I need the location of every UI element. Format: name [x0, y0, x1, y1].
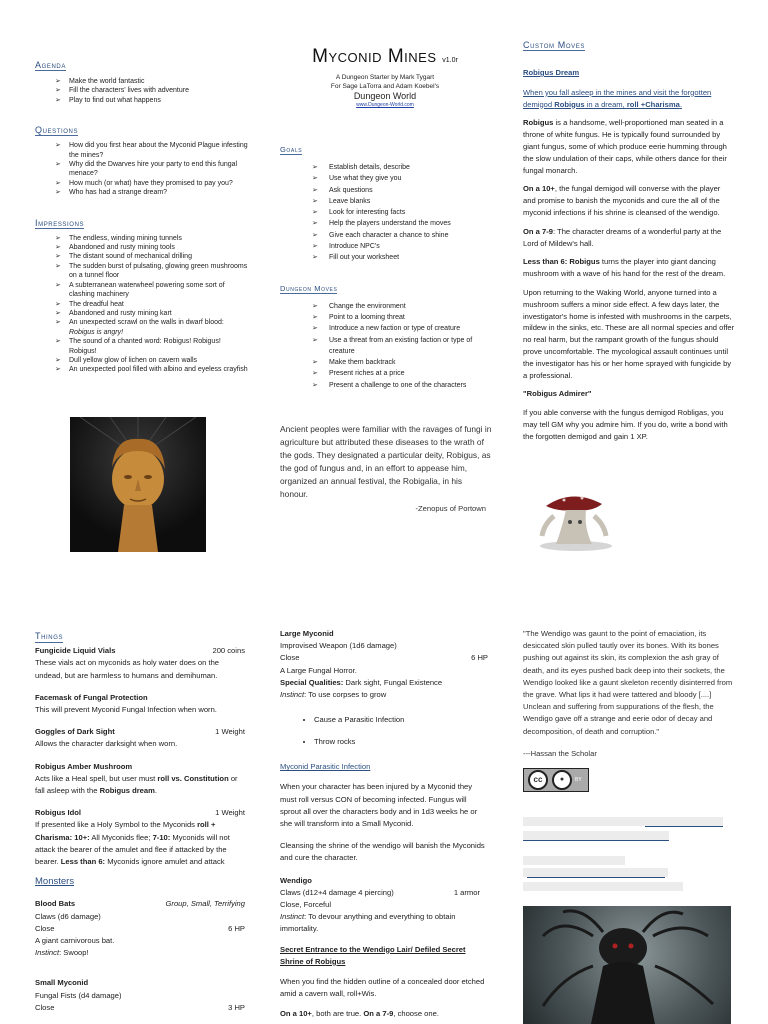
blood-note: Robigus is angry!: [69, 328, 124, 336]
dungeon-move-item: ➢ Introduce a new faction or type of creature: [312, 323, 492, 334]
agenda-item: ➢ Fill the characters' lives with adventure: [55, 86, 250, 95]
agenda-list: [35, 77, 250, 105]
goal-item: ➢ Establish details, describe: [312, 162, 492, 173]
faded-text-line: [523, 868, 668, 877]
monster-description: A giant carnivorous bat.: [35, 936, 115, 946]
middle-column-top: [280, 139, 492, 513]
middle-column-bottom: [280, 628, 488, 1021]
thing-description: These vials act on myconids as holy water does on the undead, but are harmless to humans and demihuman.: [35, 658, 220, 680]
faded-link[interactable]: [527, 877, 665, 878]
goal-item: ➢ Use what they give you: [312, 173, 492, 184]
robigus-bust-image: [70, 417, 206, 552]
dungeon-moves-list: [280, 301, 492, 391]
monster-special: Special Qualities: Dark sight, Fungal Existence: [280, 677, 443, 687]
byline-2: For Sage LaTorra and Adam Koebel's: [330, 82, 440, 90]
monster-instinct: Instinct: To devour anything and everything to obtain immortality.: [280, 912, 456, 934]
monster-small-myconid: Small Myconid: [35, 978, 89, 988]
secret-entrance-title: Secret Entrance to the Wendigo Lair/ Defiled Secret Shrine of Robigus: [280, 944, 466, 966]
monsters-heading: Monsters: [35, 876, 75, 888]
impression-item: ➢ A subterranean waterwheel powering some sort of clashing machinery: [55, 281, 250, 300]
monster-moves: [280, 709, 488, 753]
impression-item: ➢ Abandoned and rusty mining kart: [55, 309, 250, 318]
cc-icon: cc: [528, 770, 548, 790]
dungeon-move-item: ➢ Present a challenge to one of the characters: [312, 380, 492, 391]
faded-text-line: [523, 856, 625, 865]
attribution-icon: ●: [552, 770, 572, 790]
dungeon-moves-heading: Dungeon Moves: [280, 283, 338, 293]
impression-item: ➢ The distant sound of mechanical drilling: [55, 252, 250, 261]
question-item: ➢ How much (or what) have they promised to pay you?: [55, 179, 250, 188]
left-column-top: [35, 55, 250, 375]
monster-wendigo: Wendigo: [280, 875, 312, 885]
faded-link[interactable]: [645, 826, 723, 827]
cc-license-badge[interactable]: [523, 768, 589, 792]
impression-item: ➢ Abandoned and rusty mining tools: [55, 243, 250, 252]
goal-item: ➢ Introduce NPC's: [312, 241, 492, 252]
monster-range-hp: Close 6 HP: [35, 923, 245, 933]
infection-cleanse: Cleansing the shrine of the wendigo will banish the Myconids and cure the character.: [280, 841, 485, 863]
goal-item: ➢ Ask questions: [312, 185, 492, 196]
goal-item: ➢ Give each character a chance to shine: [312, 230, 492, 241]
thing-item: Robigus Amber Mushroom: [35, 761, 133, 771]
dungeon-move-item: ➢ Use a threat from an existing faction or type of creature: [312, 335, 492, 358]
agenda-heading: Agenda: [35, 60, 66, 70]
impressions-list: [35, 234, 250, 375]
dream-trigger: When you fall asleep in the mines and visit the forgotten demigod Robigus in a dream, roll +Charisma.: [523, 87, 712, 109]
dream-move-title: Robigus Dream: [523, 68, 580, 77]
right-column-top: [523, 35, 735, 443]
goal-item: ➢ Fill out your worksheet: [312, 252, 492, 263]
secret-entrance-text: When you find the hidden outline of a concealed door etched amid a cavern wall, roll+Wis.: [280, 977, 485, 999]
dungeon-move-item: ➢ Present riches at a price: [312, 368, 492, 379]
goal-item: ➢ Help the players understand the moves: [312, 218, 492, 229]
website-link[interactable]: www.Dungeon-World.com: [356, 102, 414, 108]
impression-item: ➢ An unexpected scrawl on the walls in dwarf blood: Robigus is angry!: [55, 318, 250, 337]
question-item: ➢ How did you first hear about the Myconid Plague infesting the mines?: [55, 141, 250, 160]
goal-item: ➢ Leave blanks: [312, 196, 492, 207]
infection-text: When your character has been injured by a Myconid they must roll versus CON of becoming infected. Fungus will sprout all over the characters body and in 1d3 weeks he or she will transform into a Small Myconid.: [280, 782, 478, 829]
admirer-text: If you able converse with the fungus demigod Robligas, you may tell GM why you admire him. If you do, write a bond with the forgotten demigod and gain 1 XP.: [523, 408, 728, 441]
thing-item: Fungicide Liquid Vials 200 coins: [35, 646, 245, 656]
impression-item: ➢ An unexpected pool filled with albino and eyeless crayfish: [55, 365, 250, 374]
monster-range: Close, Forceful: [280, 900, 332, 910]
goal-item: ➢ Look for interesting facts: [312, 207, 492, 218]
goals-list: [280, 162, 492, 264]
quote-author: -Zenopus of Portown: [415, 504, 486, 514]
monster-instinct: Instinct: To use corpses to grow: [280, 690, 387, 700]
monster-blood-bats: Blood Bats Group, Small, Terrifying: [35, 899, 245, 909]
monster-range-hp: Close 3 HP: [35, 1002, 245, 1012]
impression-item: ➢ The endless, winding mining tunnels: [55, 234, 250, 243]
right-column-bottom: [523, 628, 735, 792]
admirer-title: "Robigus Admirer": [523, 389, 592, 399]
thing-description: If presented like a Holy Symbol to the Myconids roll + Charisma: 10+: All Myconids flee; 7-10: Myconids will not attack the bearer of the amulet and flee if attacked by the bearer. Less than 6: Myconids ignore amulet and attack: [35, 820, 230, 867]
goals-heading: Goals: [280, 145, 303, 154]
dungeon-world-label: Dungeon World: [353, 91, 417, 101]
monster-attack: Fungal Fists (d4 damage): [35, 990, 122, 1000]
ancient-peoples-quote: Ancient peoples were familiar with the ravages of fungi in agriculture but attributed these diseases to the wrath of the gods. They designated a particular deity, Robigus, as the god of fungus and, in an effort to appease him, organized an annual festival, the Robigalia, in his honour.: [280, 424, 492, 500]
faded-text-line: [523, 882, 683, 891]
thing-description: Acts like a Heal spell, but user must roll vs. Constitution or fall asleep with the Robigus dream.: [35, 773, 238, 796]
version-label: v1.0r: [442, 57, 458, 64]
monster-range-hp: Close 6 HP: [280, 653, 488, 663]
impression-item: ➢ The dreadful heat: [55, 300, 250, 309]
wendigo-quote-author: ---Hassan the Scholar: [523, 748, 597, 758]
title-block: [280, 46, 490, 108]
monster-attack: Claws (d12+4 damage 4 piercing) 1 armor: [280, 887, 480, 897]
monster-large-myconid: Large Myconid: [280, 629, 334, 638]
mushroom-figure-image: [532, 488, 614, 552]
page-title: Myconid Mines v1.0r: [312, 46, 458, 67]
questions-heading: Questions: [35, 125, 79, 136]
robigus-description: Robigus is a handsome, well-proportioned man seated in a throne of white fungus. He is typically found surrounded by giant fungus, some of which produce eerie humming through the slow undulation of their caps, while others dance for their fungal monarch.: [523, 118, 727, 175]
monster-attack: Improvised Weapon (1d6 damage): [280, 641, 397, 651]
dungeon-move-item: ➢ Point to a looming threat: [312, 312, 492, 323]
monster-description: A Large Fungal Horror.: [280, 665, 357, 675]
infection-title: Myconid Parasitic Infection: [280, 762, 371, 772]
monster-move: • Throw rocks: [314, 731, 488, 753]
monster-attack: Claws (d6 damage): [35, 911, 101, 921]
agenda-item: ➢ Play to find out what happens: [55, 96, 250, 105]
impressions-heading: Impressions: [35, 217, 85, 228]
thing-description: Allows the character darksight when worn.: [35, 739, 178, 749]
left-column-bottom: [35, 630, 245, 1014]
thing-item: Facemask of Fungal Protection: [35, 692, 148, 702]
faded-link[interactable]: [523, 840, 669, 841]
faded-text-line: [523, 817, 723, 826]
thing-item: Goggles of Dark Sight 1 Weight: [35, 727, 245, 737]
wendigo-image: [523, 906, 731, 1024]
waking-world-text: Upon returning to the Waking World, anyone turned into a mushroom suffers a minor side effect. A few days later, the investigator's home is infested with mushrooms in the carpets, mildew in the sinks, etc. These are all normal species and offer no real harm, but the rampant growth of the fungus should prove uncomfortable. The mycological assault continues until the investigator has his or her home sprayed with fungicide by a professional.: [523, 287, 735, 380]
thing-item: Robigus Idol 1 Weight: [35, 808, 245, 818]
dream-on-10: On a 10+, the fungal demigod will converse with the player and promise to banish the myconids and cure the all of the myconid infections if his shrine is cleansed of the wendigo.: [523, 184, 721, 217]
by-label: BY: [575, 776, 582, 783]
thing-description: This will prevent Myconid Fungal Infection when worn.: [35, 705, 217, 715]
agenda-item: ➢ Make the world fantastic: [55, 77, 250, 86]
byline: A Dungeon Starter by Mark Tygart: [335, 74, 435, 81]
monster-instinct: Instinct: Swoop!: [35, 948, 89, 958]
monster-move: • Cause a Parasitic Infection: [314, 709, 488, 731]
faded-text-line: [523, 831, 669, 840]
question-item: ➢ Why did the Dwarves hire your party to end this fungal menace?: [55, 160, 250, 179]
wendigo-quote: "The Wendigo was gaunt to the point of emaciation, its desiccated skin pulled tautly over its bones. With its bones pushing out against its skin, its complexion the ash gray of death, and its eyes pushed back deep into their sockets, the Wendigo looked like a gaunt skeleton recently disinterred from the grave. What lips it had were tattered and bloody [....] Unclean and suffering from suppurations of the flesh, the Wendigo gave off a strange and eerie odor of decay and decomposition, of death and corruption.": [523, 629, 733, 736]
things-heading: Things: [35, 630, 63, 643]
dungeon-move-item: ➢ Change the environment: [312, 301, 492, 312]
questions-list: [35, 141, 250, 197]
impression-item: ➢ The sound of a chanted word: Robigus! Robigus! Robigus!: [55, 337, 250, 356]
custom-moves-heading: Custom Moves: [523, 40, 585, 50]
question-item: ➢ Who has had a strange dream?: [55, 188, 250, 197]
secret-entrance-result: On a 10+, both are true. On a 7-9, choose one.: [280, 1009, 439, 1019]
dream-on-7-9: On a 7-9: The character dreams of a wonderful party at the Lord of Mildew's hall.: [523, 226, 722, 248]
impression-item: ➢ Dull yellow glow of lichen on cavern walls: [55, 356, 250, 365]
dream-less-6: Less than 6: Robigus turns the player into giant dancing mushroom with a wave of his hand for the rest of the dream.: [523, 257, 726, 279]
dungeon-move-item: ➢ Make them backtrack: [312, 357, 492, 368]
impression-item: ➢ The sudden burst of pulsating, glowing green mushrooms on a tunnel floor: [55, 262, 250, 281]
